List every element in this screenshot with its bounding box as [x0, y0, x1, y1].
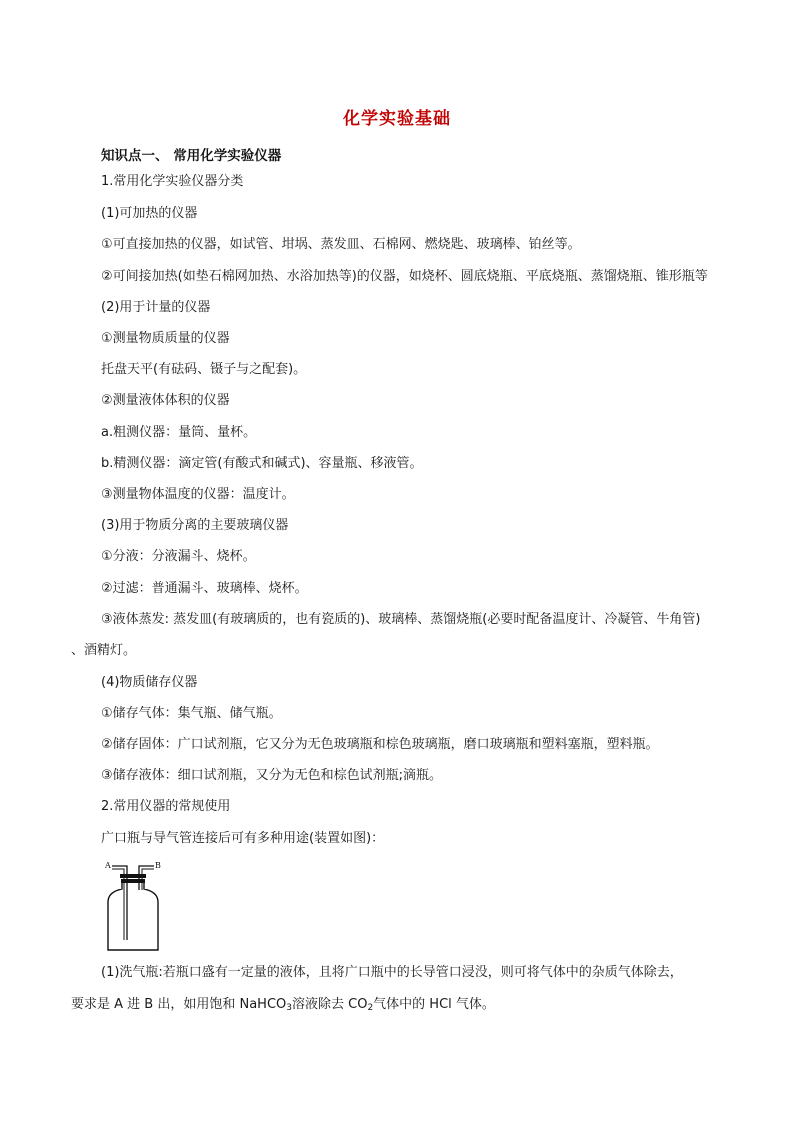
stopper-bottom [121, 879, 145, 883]
text-line: a.粗测仪器：量筒、量杯。 [101, 425, 257, 440]
text-span: 要求是 A 进 B 出，如用饱和 NaHCO [71, 997, 287, 1012]
gas-washing-bottle-diagram [103, 858, 163, 954]
text-line: 广口瓶与导气管连接后可有多种用途(装置如图)： [101, 831, 385, 846]
text-line: b.精测仪器：滴定管(有酸式和碱式)、容量瓶、移液管。 [101, 456, 423, 471]
text-line: ①分液：分液漏斗、烧杯。 [101, 549, 256, 564]
text-line: ②可间接加热(如垫石棉网加热、水浴加热等)的仪器，如烧杯、圆底烧瓶、平底烧瓶、蒸馏烧瓶、锥形瓶等 [101, 269, 708, 284]
section-heading: 知识点一、 常用化学实验仪器 [101, 148, 282, 164]
subscript: 3 [286, 1003, 292, 1013]
text-line: 1.常用化学实验仪器分类 [101, 174, 244, 189]
text-line: 2.常用仪器的常规使用 [101, 799, 231, 814]
text-line: (1)可加热的仪器 [101, 206, 198, 221]
text-line: ①可直接加热的仪器，如试管、坩埚、蒸发皿、石棉网、燃烧匙、玻璃棒、铂丝等。 [101, 237, 581, 252]
text-line: ③储存液体：细口试剂瓶，又分为无色和棕色试剂瓶;滴瓶。 [101, 768, 443, 783]
text-line: 、酒精灯。 [71, 643, 137, 658]
text-line: (4)物质储存仪器 [101, 675, 198, 690]
text-line: (2)用于计量的仪器 [101, 300, 211, 315]
stopper-top [120, 874, 146, 878]
text-line: ①储存气体：集气瓶、储气瓶。 [101, 706, 282, 721]
text-line: ③液体蒸发: 蒸发皿(有玻璃质的，也有瓷质的)、玻璃棒、蒸馏烧瓶(必要时配备温度计、冷凝管、牛角管) [101, 612, 701, 627]
text-line: 托盘天平(有砝码、镊子与之配套)。 [101, 362, 307, 377]
label-a: A [105, 861, 111, 870]
text-span: 气体中的 HCl 气体。 [373, 997, 495, 1012]
text-line: ③测量物体温度的仪器：温度计。 [101, 487, 295, 502]
paragraph-line: (1)洗气瓶:若瓶口盛有一定量的液体，且将广口瓶中的长导管口浸没，则可将气体中的杂质气体除去， [101, 965, 683, 980]
text-span: 溶液除去 CO [291, 997, 368, 1012]
text-line: ②测量液体体积的仪器 [101, 393, 230, 408]
text-line: (3)用于物质分离的主要玻璃仪器 [101, 518, 289, 533]
subscript: 2 [367, 1003, 374, 1013]
paragraph-line-2 [71, 996, 495, 1017]
bottle-body [108, 883, 158, 950]
label-b: B [155, 861, 161, 870]
text-line: ①测量物质质量的仪器 [101, 331, 230, 346]
page-title: 化学实验基础 [343, 109, 451, 129]
text-line: ②过滤：普通漏斗、玻璃棒、烧杯。 [101, 581, 308, 596]
text-line: ②储存固体：广口试剂瓶，它又分为无色玻璃瓶和棕色玻璃瓶，磨口玻璃瓶和塑料塞瓶，塑料瓶。 [101, 737, 659, 752]
